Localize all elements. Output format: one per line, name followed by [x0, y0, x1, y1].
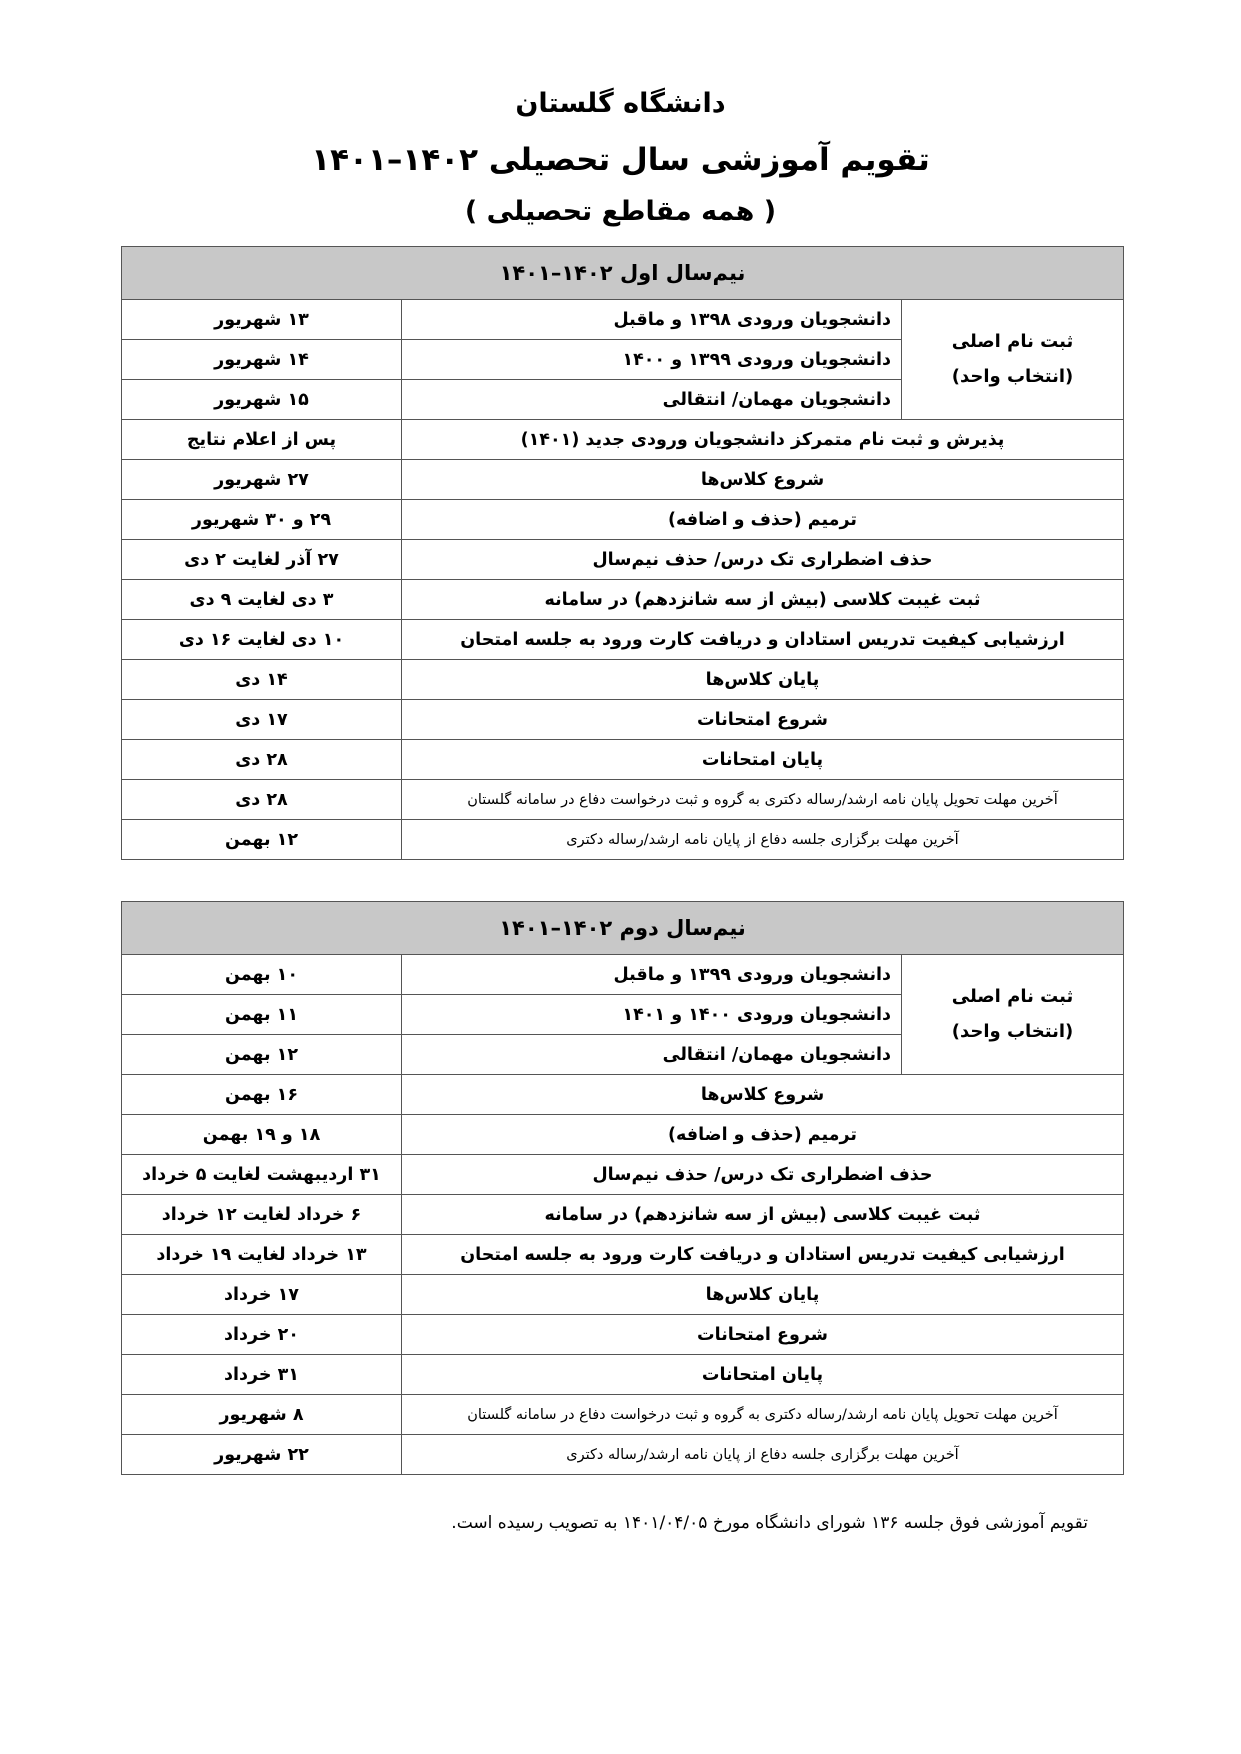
event-date: ۱۷ دی [122, 700, 402, 740]
event-date: ۲۹ و ۳۰ شهریور [122, 500, 402, 540]
calendar-row [122, 1195, 1124, 1235]
event-date: ۲۸ دی [122, 780, 402, 820]
event-label: پایان کلاس‌ها [402, 1275, 1124, 1315]
calendar-row [122, 1155, 1124, 1195]
calendar-title: تقویم آموزشی سال تحصیلی ۱۴۰۲–۱۴۰۱ [311, 142, 930, 178]
event-label: پایان امتحانات [402, 1355, 1124, 1395]
university-title: دانشگاه گلستان [515, 88, 726, 119]
event-date: ۱۴ شهریور [122, 340, 402, 380]
event-date: ۱۴ دی [122, 660, 402, 700]
event-date: ۶ خرداد لغایت ۱۲ خرداد [122, 1195, 402, 1235]
event-label: ثبت غیبت کلاسی (بیش از سه شانزدهم) در سامانه [402, 580, 1124, 620]
event-label: آخرین مهلت برگزاری جلسه دفاع از پایان نامه ارشد/رساله دکتری [402, 1435, 1124, 1475]
event-label: حذف اضطراری تک درس/ حذف نیم‌سال [402, 540, 1124, 580]
event-date: ۲۷ آذر لغایت ۲ دی [122, 540, 402, 580]
registration-group-line: (انتخاب واحد) [951, 365, 1074, 387]
event-date: ۱۵ شهریور [122, 380, 402, 420]
calendar-row [122, 740, 1124, 780]
event-label: آخرین مهلت تحویل پایان نامه ارشد/رساله دکتری به گروه و ثبت درخواست دفاع در سامانه گلستان [402, 780, 1124, 820]
event-label: دانشجویان ورودی ۱۴۰۰ و ۱۴۰۱ [402, 995, 902, 1035]
calendar-row [122, 420, 1124, 460]
thesis-deadline-row [122, 780, 1124, 820]
calendar-row [122, 1075, 1124, 1115]
event-date: ۲۸ دی [122, 740, 402, 780]
event-label: شروع امتحانات [402, 700, 1124, 740]
event-date: ۱۱ بهمن [122, 995, 402, 1035]
thesis-deadline-row [122, 1395, 1124, 1435]
thesis-deadline-row [122, 820, 1124, 860]
event-label: دانشجویان ورودی ۱۳۹۹ و ۱۴۰۰ [402, 340, 902, 380]
calendar-scope: ( همه مقاطع تحصیلی ) [464, 196, 777, 227]
event-label: دانشجویان مهمان/ انتقالی [402, 380, 902, 420]
event-date: ۳۱ اردیبهشت لغایت ۵ خرداد [122, 1155, 402, 1195]
event-label: پایان کلاس‌ها [402, 660, 1124, 700]
event-label: آخرین مهلت برگزاری جلسه دفاع از پایان نامه ارشد/رساله دکتری [402, 820, 1124, 860]
calendar-row [122, 1315, 1124, 1355]
event-label: شروع کلاس‌ها [402, 1075, 1124, 1115]
calendar-row [122, 1115, 1124, 1155]
event-date: ۳۱ خرداد [122, 1355, 402, 1395]
calendar-row [122, 1235, 1124, 1275]
event-date: ۱۳ شهریور [122, 300, 402, 340]
event-date: ۲۰ خرداد [122, 1315, 402, 1355]
semester-header-row [122, 247, 1124, 300]
calendar-row [122, 1275, 1124, 1315]
event-label: ترمیم (حذف و اضافه) [402, 500, 1124, 540]
event-label: ارزشیابی کیفیت تدریس استادان و دریافت کارت ورود به جلسه امتحان [402, 620, 1124, 660]
registration-row [122, 955, 1124, 995]
event-label: دانشجویان مهمان/ انتقالی [402, 1035, 902, 1075]
event-label: ارزشیابی کیفیت تدریس استادان و دریافت کارت ورود به جلسه امتحان [402, 1235, 1124, 1275]
event-label: پایان امتحانات [402, 740, 1124, 780]
semester1-table [121, 246, 1124, 860]
calendar-row [122, 660, 1124, 700]
thesis-deadline-row [122, 1435, 1124, 1475]
event-label: شروع امتحانات [402, 1315, 1124, 1355]
semester-title: نیم‌سال اول ۱۴۰۲–۱۴۰۱ [122, 247, 1124, 300]
event-date: ۱۸ و ۱۹ بهمن [122, 1115, 402, 1155]
event-date: ۱۳ خرداد لغایت ۱۹ خرداد [122, 1235, 402, 1275]
calendar-row [122, 540, 1124, 580]
registration-group-cell [902, 955, 1124, 1075]
semester-title: نیم‌سال دوم ۱۴۰۲–۱۴۰۱ [122, 902, 1124, 955]
event-label: حذف اضطراری تک درس/ حذف نیم‌سال [402, 1155, 1124, 1195]
registration-group-line: (انتخاب واحد) [951, 1020, 1074, 1042]
calendar-row [122, 1355, 1124, 1395]
event-date: ۱۲ بهمن [122, 820, 402, 860]
calendar-row [122, 700, 1124, 740]
event-label: ترمیم (حذف و اضافه) [402, 1115, 1124, 1155]
registration-group-line: ثبت نام اصلی [951, 331, 1074, 353]
event-label: آخرین مهلت تحویل پایان نامه ارشد/رساله دکتری به گروه و ثبت درخواست دفاع در سامانه گلستان [402, 1395, 1124, 1435]
event-label: دانشجویان ورودی ۱۳۹۸ و ماقبل [402, 300, 902, 340]
event-date: ۱۰ دی لغایت ۱۶ دی [122, 620, 402, 660]
semester2-table [121, 901, 1124, 1475]
registration-group-line: ثبت نام اصلی [951, 986, 1074, 1008]
event-date: ۸ شهریور [122, 1395, 402, 1435]
event-date: ۱۰ بهمن [122, 955, 402, 995]
approval-note: تقویم آموزشی فوق جلسه ۱۳۶ شورای دانشگاه مورخ ۱۴۰۱/۰۴/۰۵ به تصویب رسیده است. [451, 1513, 1088, 1533]
event-label: شروع کلاس‌ها [402, 460, 1124, 500]
event-date: ۲۲ شهریور [122, 1435, 402, 1475]
calendar-row [122, 500, 1124, 540]
event-date: ۲۷ شهریور [122, 460, 402, 500]
registration-row [122, 300, 1124, 340]
event-date: ۱۶ بهمن [122, 1075, 402, 1115]
registration-group-cell [902, 300, 1124, 420]
event-label: دانشجویان ورودی ۱۳۹۹ و ماقبل [402, 955, 902, 995]
event-label: پذیرش و ثبت نام متمرکز دانشجویان ورودی جدید (۱۴۰۱) [402, 420, 1124, 460]
event-date: ۱۷ خرداد [122, 1275, 402, 1315]
calendar-row [122, 460, 1124, 500]
event-date: پس از اعلام نتایج [122, 420, 402, 460]
calendar-row [122, 580, 1124, 620]
semester-header-row [122, 902, 1124, 955]
event-date: ۳ دی لغایت ۹ دی [122, 580, 402, 620]
event-date: ۱۲ بهمن [122, 1035, 402, 1075]
calendar-row [122, 620, 1124, 660]
event-label: ثبت غیبت کلاسی (بیش از سه شانزدهم) در سامانه [402, 1195, 1124, 1235]
